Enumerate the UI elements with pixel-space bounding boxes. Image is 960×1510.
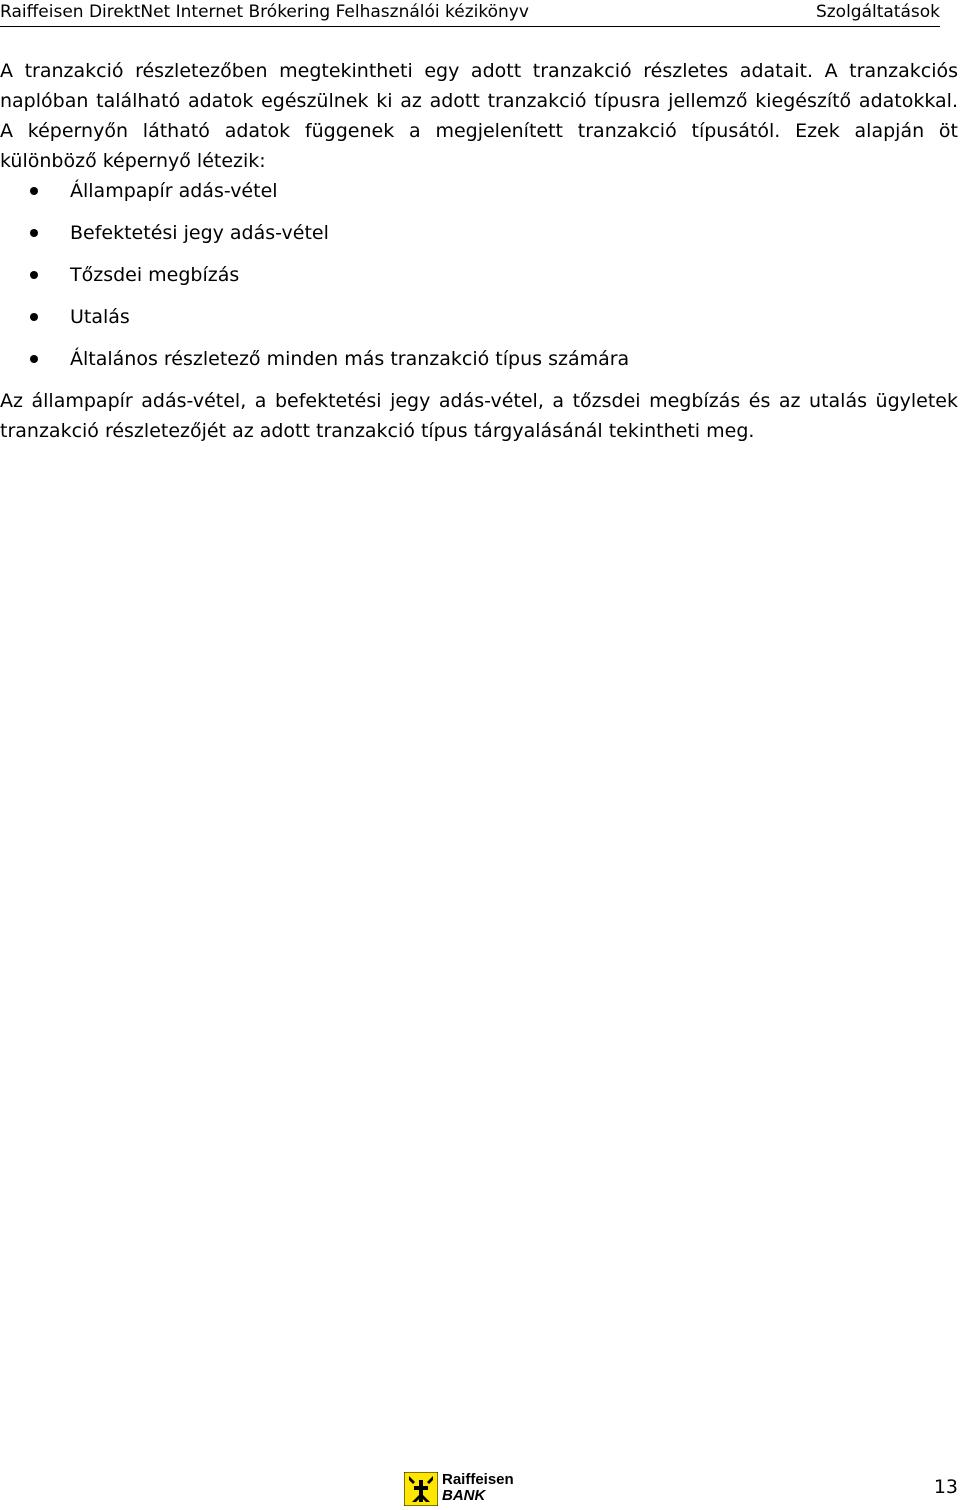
list-item — [0, 260, 958, 302]
list-item — [0, 344, 958, 386]
bullet-icon — [30, 229, 38, 237]
logo-text-bank: BANK — [442, 1487, 486, 1504]
list-item-label: Általános részletező minden más tranzakció típus számára — [70, 348, 630, 370]
list-item-label: Utalás — [70, 306, 130, 328]
bullet-icon — [30, 271, 38, 279]
screen-type-list — [0, 176, 958, 386]
main-content — [0, 56, 958, 446]
bullet-icon — [30, 313, 38, 321]
page-number: 13 — [933, 1476, 958, 1498]
bullet-icon — [30, 187, 38, 195]
list-item — [0, 302, 958, 344]
raiffeisen-bank-logo — [404, 1472, 534, 1506]
raiffeisen-gable-cross-icon — [404, 1472, 438, 1506]
page-header — [0, 0, 940, 27]
closing-paragraph: Az állampapír adás-vétel, a befektetési jegy adás-vétel, a tőzsdei megbízás és az utalás ügyletek tranzakció részletezőjét az adott tranzakció típus tárgyalásánál tekintheti meg. — [0, 390, 958, 442]
logo-text-raiffeisen: Raiffeisen — [442, 1471, 514, 1488]
list-item — [0, 176, 958, 218]
document-title: Raiffeisen DirektNet Internet Brókering Felhasználói kézikönyv — [0, 2, 529, 22]
section-title: Szolgáltatások — [815, 2, 940, 22]
list-item-label: Tőzsdei megbízás — [70, 264, 240, 286]
list-item-label: Befektetési jegy adás-vétel — [70, 222, 329, 244]
bullet-icon — [30, 355, 38, 363]
list-item-label: Állampapír adás-vétel — [70, 180, 278, 202]
intro-paragraph: A tranzakció részletezőben megtekintheti egy adott tranzakció részletes adatait. A tranzakciós naplóban található adatok egészülnek ki az adott tranzakció típusra jellemző kiegészítő adatokkal. A képernyőn látható adatok függenek a megjelenített tranzakció típusától. Ezek alapján öt különböző képernyő létezik: — [0, 60, 958, 172]
list-item — [0, 218, 958, 260]
